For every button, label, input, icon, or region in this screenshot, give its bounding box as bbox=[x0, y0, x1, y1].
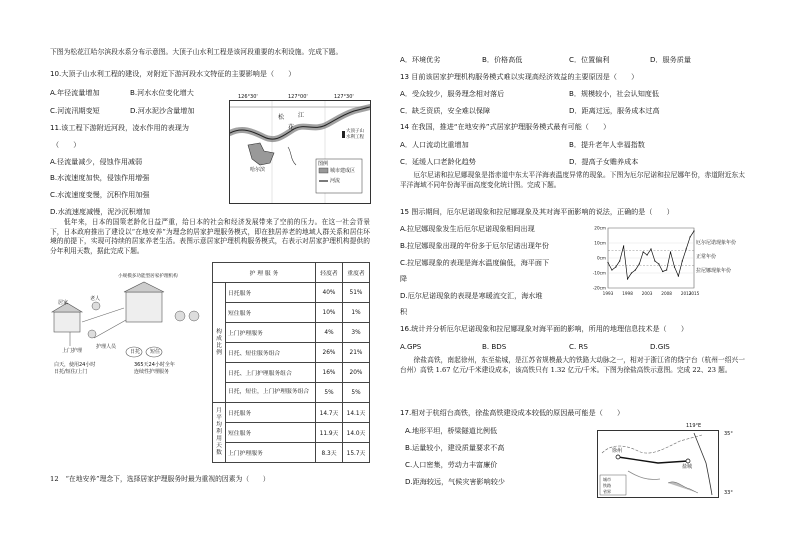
chart-data-point bbox=[693, 230, 694, 231]
q11-option-d[interactable]: D.水流速度减慢，泥沙沉积增加 bbox=[50, 207, 150, 216]
table-row bbox=[213, 303, 370, 323]
chart-data-point bbox=[689, 236, 690, 237]
q10-option-a[interactable]: A.年径流量增加 bbox=[50, 88, 100, 97]
fig-caption-4: 连续性护理服务 bbox=[134, 369, 170, 375]
table-cell: 8.3天 bbox=[316, 443, 343, 463]
map2-lon: 119°E bbox=[686, 423, 702, 429]
chart-data-point bbox=[666, 269, 667, 270]
q10-option-c[interactable]: C.河流汛期变短 bbox=[50, 106, 100, 115]
q12-stem: 12 “在地安养”理念下，选择居家护理服务时最为重视的因素为（ ） bbox=[50, 475, 270, 483]
chart-data-point bbox=[678, 275, 679, 276]
railway-map-graphic bbox=[598, 431, 718, 497]
map-dam-label: 大顶子山水利工程 bbox=[346, 129, 364, 140]
chart-data-point bbox=[646, 254, 647, 255]
table-row bbox=[213, 283, 370, 303]
q13-option-c[interactable]: C．缺乏资质，安全难以保障 bbox=[400, 106, 491, 115]
table-cell: 15.7天 bbox=[343, 443, 370, 463]
q11-paren: （ ） bbox=[52, 140, 81, 149]
table-cell: 40% bbox=[316, 283, 343, 303]
q13-option-a[interactable]: A．受众较少，服务理念相对落后 bbox=[400, 89, 505, 98]
table-row bbox=[213, 403, 370, 423]
q17-option-c[interactable]: C.人口密集，劳动力丰富廉价 bbox=[405, 460, 498, 469]
table-cell: 5% bbox=[316, 383, 343, 403]
table-cell: 10% bbox=[316, 303, 343, 323]
table-cell: 日托、短住服务组合 bbox=[226, 343, 316, 363]
q13-option-b[interactable]: B．规模较小，社会认知度低 bbox=[569, 89, 659, 98]
japan-care-passage: 低年来，日本的国策老龄化日益严重，给日本的社会和经济发展带来了空前的压力。在这一社会背景下，日本政府推出了建设以“在地安养”为理念的居家护理服务模式，即在独居养老的地域人群关系和居住环境的前提下，实现可持续的居家养老生活。表图示意居家护理机构服务模式，右表示对居家护理机构提供的分年利用天数，据此完成下题。 bbox=[50, 218, 370, 255]
fig-day-label: 日托 bbox=[130, 349, 141, 355]
table-cell: 4% bbox=[316, 323, 343, 343]
table-cell: 日托服务 bbox=[226, 283, 316, 303]
table-row bbox=[213, 323, 370, 343]
table-cell: 日托服务 bbox=[226, 403, 316, 423]
fig-home-label: 居家 bbox=[58, 300, 69, 306]
table-cell: 14.0天 bbox=[343, 423, 370, 443]
chart-y-tick-label: 20cm bbox=[594, 225, 606, 231]
table-row bbox=[213, 443, 370, 463]
table-cell: 上门护理服务 bbox=[226, 443, 316, 463]
table-cell: 3% bbox=[343, 323, 370, 343]
map-river-char-1: 松 bbox=[278, 114, 285, 121]
map-legend-river: 河流 bbox=[330, 178, 341, 184]
chart-y-tick-label: -10cm bbox=[592, 270, 606, 276]
q10-option-b[interactable]: B.河水水位变化增大 bbox=[130, 88, 194, 97]
care-service-table bbox=[212, 262, 370, 463]
chart-data-point bbox=[674, 266, 675, 267]
chart-data-point bbox=[654, 260, 655, 261]
q12-option-c[interactable]: C．位置偏利 bbox=[569, 55, 610, 64]
chart-y-tick-label: 10cm bbox=[594, 240, 606, 246]
q12-option-d[interactable]: D．服务质量 bbox=[650, 55, 691, 64]
q10-option-d[interactable]: D.河水泥沙含量增加 bbox=[130, 106, 195, 115]
table-cell: 日托，短住，上门护理服务组合 bbox=[226, 383, 316, 403]
q16-option-a[interactable]: A.GPS bbox=[400, 342, 422, 351]
chart-data-point bbox=[619, 260, 620, 261]
table-cell: 日托、上门护理服务组合 bbox=[226, 363, 316, 383]
q17-option-b[interactable]: B.运量较小，建设质量要求不高 bbox=[405, 443, 505, 452]
table-cell: 20% bbox=[343, 363, 370, 383]
table-cell: 上门护理服务 bbox=[226, 323, 316, 343]
q16-stem: 16.统计并分析厄尔尼诺现象和拉尼娜现象对海平面的影响，所用的地理信息技术是（ ） bbox=[400, 324, 688, 333]
q11-option-b[interactable]: B.水流速度加快，侵蚀作用增强 bbox=[50, 173, 150, 182]
fig-elder-label: 老人 bbox=[90, 296, 101, 302]
q14-option-b[interactable]: B．提升老年人幸福指数 bbox=[569, 140, 645, 149]
q12-option-b[interactable]: B．价格高低 bbox=[482, 55, 523, 64]
map-lon-1: 126°30' bbox=[238, 94, 258, 100]
q12-option-a[interactable]: A．环境优劣 bbox=[400, 55, 441, 64]
table-cell: 短住服务 bbox=[226, 423, 316, 443]
map2-legend-border: 省界 bbox=[603, 489, 611, 494]
fig-center-label: 小规模多功能型居家护理机构 bbox=[118, 274, 178, 279]
fig-caption-3: 365天24小时全年 bbox=[134, 362, 175, 368]
table-cell: 1% bbox=[343, 303, 370, 323]
map-legend-urban: 城市建成区 bbox=[330, 168, 356, 174]
chart-data-point bbox=[631, 272, 632, 273]
chart-series-line bbox=[608, 231, 694, 279]
fig-caption-1: 白天，使用24小时 bbox=[54, 362, 96, 368]
q14-option-d[interactable]: D．提高子女赡养成本 bbox=[569, 157, 639, 166]
chart-annot-elnino: 厄尔尼诺现象年份 bbox=[696, 240, 737, 246]
table-row bbox=[213, 423, 370, 443]
table-row bbox=[213, 343, 370, 363]
table-group-ratio: 构成比例 bbox=[213, 283, 226, 403]
q14-option-a[interactable]: A．人口流动比重增加 bbox=[400, 140, 469, 149]
q15-option-d-cont: 积 bbox=[400, 307, 408, 316]
q17-stem: 17.相对于杭绍台高铁，徐盐高铁建设成本较低的原因最可能是（ ） bbox=[400, 408, 625, 417]
q15-stem: 15 图示期间，厄尔尼诺现象和拉尼娜现象及其对海平面影响的说法，正确的是（ ） bbox=[400, 207, 674, 216]
chart-data-point bbox=[623, 245, 624, 246]
fig-visit-label: 上门护理 bbox=[62, 348, 83, 354]
chart-data-point bbox=[686, 248, 687, 249]
map-legend-title: 图例 bbox=[318, 161, 329, 167]
table-group-days: 月平均利用天数 bbox=[213, 403, 226, 463]
table-cell: 51% bbox=[343, 283, 370, 303]
chart-data-point bbox=[643, 251, 644, 252]
map2-lat-33: 33° bbox=[724, 490, 733, 496]
q16-option-c[interactable]: C. RS bbox=[569, 342, 588, 351]
chart-data-point bbox=[658, 263, 659, 264]
q17-option-a[interactable]: A.地形平坦，桥梁隧道比例低 bbox=[405, 426, 498, 435]
chart-data-point bbox=[611, 269, 612, 270]
q16-option-d[interactable]: D.GIS bbox=[650, 342, 670, 351]
enso-passage: 厄尔尼诺和拉尼娜现象是指赤道中东太平洋海表温度异常的现象。下图为厄尔尼诺和拉尼娜年份，赤道附近东太平洋海域不同年份海平面高度变化统计图。完成下题。 bbox=[400, 171, 745, 189]
q15-option-a[interactable]: A.拉尼娜现象发生后厄尔尼诺现象相间出现 bbox=[400, 224, 535, 233]
sea-level-chart bbox=[586, 222, 746, 302]
care-model-figure bbox=[50, 272, 210, 387]
chart-annot-lanina: 拉尼娜现象年份 bbox=[696, 268, 732, 274]
q13-stem: 13 目前该居家护理机构服务模式难以实现高经济效益的主要原因是（ ） bbox=[400, 72, 639, 81]
xuyan-railway-map bbox=[597, 430, 719, 498]
q11-stem: 11.该工程下游附近河段，凌水作用的表现为 bbox=[50, 123, 189, 132]
q17-option-d[interactable]: D.距海较远，气候灾害影响较少 bbox=[405, 477, 505, 486]
q15-option-b[interactable]: B.拉尼娜现象出现的年份多于厄尔尼诺出现年份 bbox=[400, 241, 549, 250]
table-cell: 14.7天 bbox=[316, 403, 343, 423]
q15-option-c-cont: 降 bbox=[400, 274, 408, 283]
map2-city-xuzhou: 徐州 bbox=[612, 448, 623, 454]
map2-legend-city: 城市 bbox=[603, 477, 611, 482]
map-intro: 下图为松花江哈尔滨段水系分布示意图。大顶子山水利工程是该河段重要的水利设施。完成下题。 bbox=[50, 48, 343, 56]
chart-data-point bbox=[650, 248, 651, 249]
q16-option-b[interactable]: B. BDS bbox=[482, 342, 507, 351]
table-cell: 短住服务 bbox=[226, 303, 316, 323]
map-river-char-2: 花 bbox=[288, 124, 295, 131]
xuyan-passage: 徐盐高铁，南起徐州，东至盐城，是江苏省规模最大的铁路大动脉之一，相对于浙江省的绕宁台（杭州一绍兴一台州）高铁 1.67 亿元/千米建设成本，该高铁只有 1.32 亿元/千米。下图为徐盐高铁示意图。完成 22、23 题。 bbox=[400, 356, 745, 374]
fig-nurse-label: 护理人员 bbox=[96, 344, 117, 350]
map2-legend-railway: 铁路 bbox=[603, 483, 611, 488]
q14-option-c[interactable]: C．延缓人口老龄化趋势 bbox=[400, 157, 476, 166]
fig-caption-2: 日托/短住/上门 bbox=[54, 369, 88, 375]
chart-y-tick-label: -20cm bbox=[592, 285, 606, 291]
chart-data-point bbox=[627, 278, 628, 279]
chart-y-tick-label: 0cm bbox=[596, 255, 606, 261]
chart-x-tick-label: 1993 bbox=[602, 291, 614, 296]
chart-annot-normal: 正常年份 bbox=[696, 254, 717, 260]
q14-stem: 14 在我国，推进“在地安养”式居家护理服务模式最有可能（ ） bbox=[400, 122, 611, 131]
q13-option-d[interactable]: D．距离过远，服务成本过高 bbox=[569, 106, 660, 115]
q15-option-d[interactable]: D.厄尔尼诺现象的表现是寒暖流交汇，海水堆 bbox=[400, 291, 543, 300]
q11-option-c[interactable]: C.水流速度变慢，沉积作用加强 bbox=[50, 190, 150, 199]
chart-x-tick-label: 2013 bbox=[680, 291, 692, 296]
table-cell: 21% bbox=[343, 343, 370, 363]
chart-x-tick-label: 2015 bbox=[688, 291, 700, 296]
table-row bbox=[213, 363, 370, 383]
map-lon-3: 127°30' bbox=[334, 94, 354, 100]
map2-lat-35: 35° bbox=[724, 431, 733, 437]
fig-stay-label: 短住 bbox=[150, 349, 161, 355]
table-cell: 16% bbox=[316, 363, 343, 383]
map-river-char-3: 江 bbox=[298, 112, 305, 119]
chart-data-point bbox=[607, 262, 608, 263]
table-header: 护 理 服 务 bbox=[213, 263, 316, 283]
chart-x-tick-label: 2008 bbox=[661, 291, 672, 296]
table-cell: 11.9天 bbox=[316, 423, 343, 443]
chart-data-point bbox=[662, 271, 663, 272]
map-city-harbin: 哈尔滨 bbox=[250, 167, 266, 173]
table-cell: 5% bbox=[343, 383, 370, 403]
chart-data-point bbox=[635, 269, 636, 270]
q15-option-c[interactable]: C.拉尼娜现象的表现是海水温度偏低，海平面下 bbox=[400, 258, 550, 267]
chart-data-point bbox=[682, 260, 683, 261]
table-col-light: 轻度者 bbox=[316, 263, 343, 283]
table-col-severe: 重度者 bbox=[343, 263, 370, 283]
chart-data-point bbox=[670, 251, 671, 252]
sea-level-chart-svg bbox=[586, 222, 746, 302]
table-row bbox=[213, 383, 370, 403]
chart-x-tick-label: 2003 bbox=[641, 291, 653, 296]
songhua-river-map bbox=[229, 94, 371, 204]
map-lon-2: 127°00' bbox=[288, 94, 308, 100]
chart-data-point bbox=[615, 266, 616, 267]
chart-data-point bbox=[639, 263, 640, 264]
q11-option-a[interactable]: A.径流量减少，侵蚀作用减弱 bbox=[50, 157, 143, 166]
table-cell: 14.1天 bbox=[343, 403, 370, 423]
q10-stem: 10.大顶子山水利工程的建设，对附近下游河段水文特征的主要影响是（ ） bbox=[50, 69, 296, 78]
map2-city-yancheng: 盐城 bbox=[682, 464, 693, 470]
table-cell: 26% bbox=[316, 343, 343, 363]
chart-x-tick-label: 1998 bbox=[622, 291, 633, 296]
